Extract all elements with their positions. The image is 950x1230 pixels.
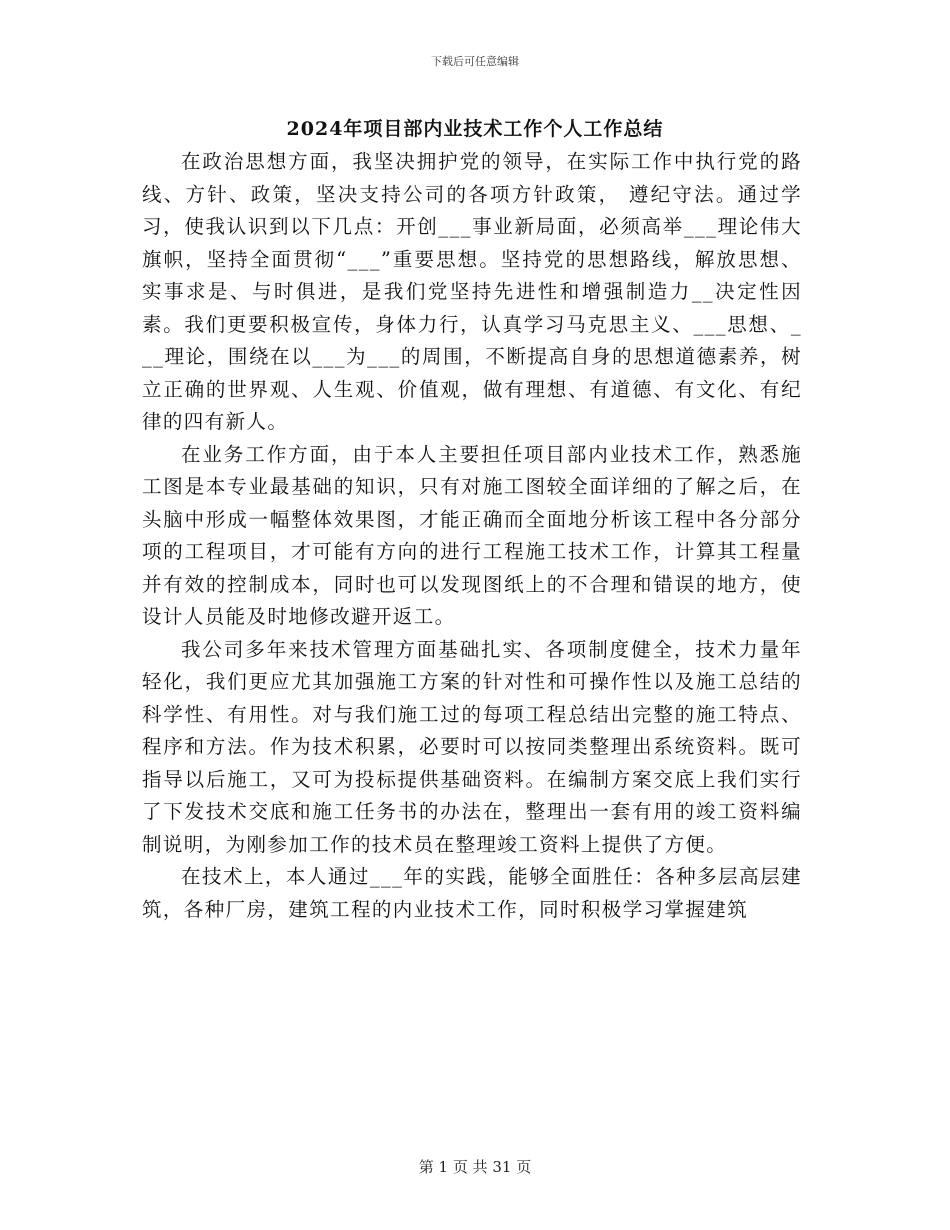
document-title: 2024年项目部内业技术工作个人工作总结	[286, 118, 664, 140]
paragraph: 在政治思想方面，我坚决拥护党的领导，在实际工作中执行党的路线、方针、政策，坚决支持公司的各项方针政策， 遵纪守法。通过学习，使我认识到以下几点：开创___事业新局面，必须高举___理论伟大旗帜，坚持全面贯彻“___”重要思想。坚持党的思想路线，解放思想、实事求是、与时俱进，是我们党坚持先进性和增强制造力__决定性因素。我们更要积极宣传，身体力行，认真学习马克思主义、___思想、___理论，围绕在以___为___的周围，不断提高自身的思想道德素养，树立正确的世界观、人生观、价值观，做有理想、有道德、有文化、有纪律的四有新人。	[142, 150, 802, 433]
paragraph: 我公司多年来技术管理方面基础扎实、各项制度健全，技术力量年轻化，我们更应尤其加强施工方案的针对性和可操作性以及施工总结的科学性、有用性。对与我们施工过的每项工程总结出完整的施工特点、程序和方法。作为技术积累，必要时可以按同类整理出系统资料。既可指导以后施工，又可为投标提供基础资料。在编制方案交底上我们实行了下发技术交底和施工任务书的办法在，整理出一套有用的竣工资料编制说明，为刚参加工作的技术员在整理竣工资料上提供了方便。	[142, 637, 802, 856]
paragraph: 在技术上，本人通过___年的实践，能够全面胜任：各种多层高层建筑，各种厂房，建筑工程的内业技术工作，同时积极学习掌握建筑	[142, 865, 802, 921]
page-number: 第 1 页 共 31 页	[418, 1158, 532, 1176]
header-note: 下载后可任意编辑	[431, 55, 519, 68]
document-body	[142, 146, 802, 926]
paragraph: 在业务工作方面，由于本人主要担任项目部内业技术工作，熟悉施工图是本专业最基础的知识，只有对施工图较全面详细的了解之后，在头脑中形成一幅整体效果图，才能正确而全面地分析该工程中各分部分项的工程项目，才可能有方向的进行工程施工技术工作，计算其工程量并有效的控制成本，同时也可以发现图纸上的不合理和错误的地方，使设计人员能及时地修改避开返工。	[142, 442, 802, 628]
